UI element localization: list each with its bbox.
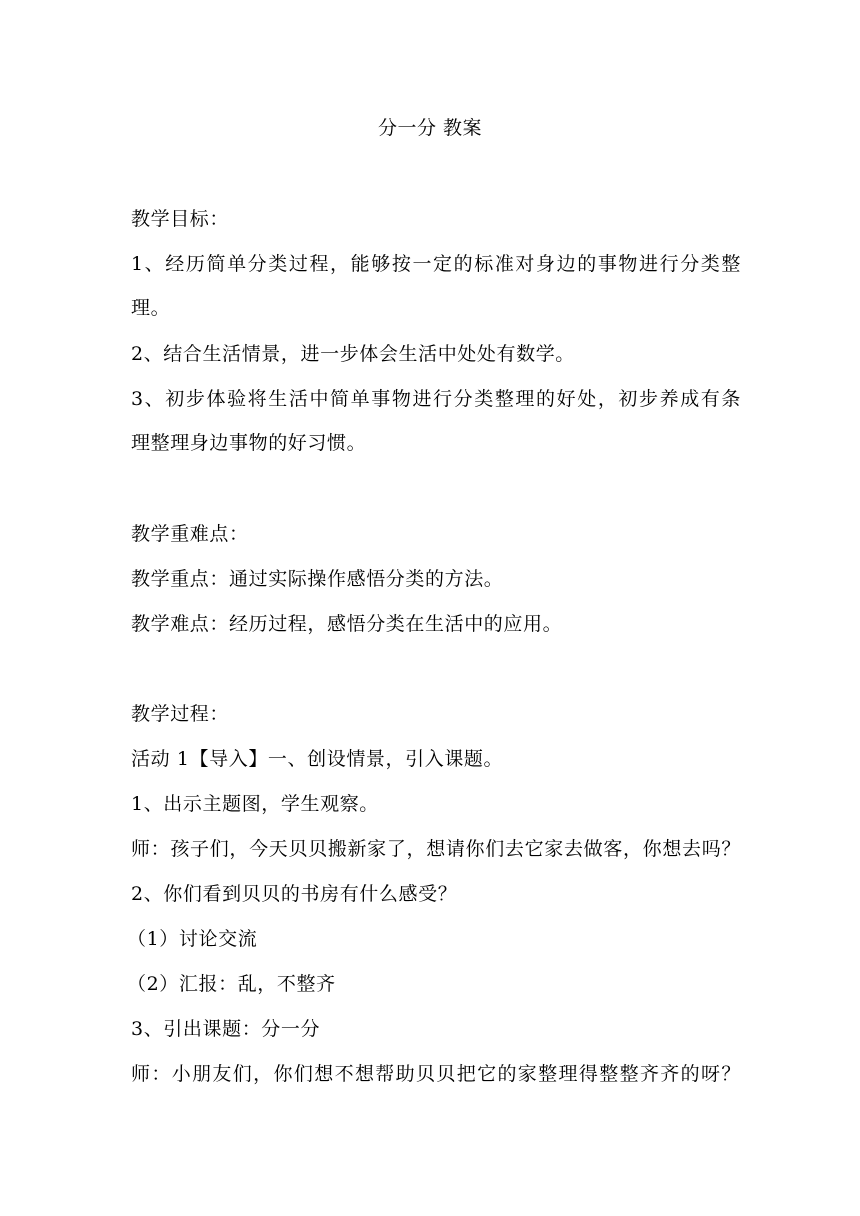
objective-item-2: 2、结合生活情景，进一步体会生活中处处有数学。 [131,343,575,365]
key-point-difficulty: 教学难点：经历过程，感悟分类在生活中的应用。 [131,613,563,635]
process-sub-step-1: （1）讨论交流 [127,928,258,950]
process-step-2: 2、你们看到贝贝的书房有什么感受？ [131,883,458,905]
key-points-heading: 教学重难点： [131,523,249,545]
objective-item-3-line-2: 理整理身边事物的好习惯。 [131,432,367,454]
process-heading: 教学过程： [131,703,230,725]
process-sub-step-2: （2）汇报：乱，不整齐 [127,973,336,995]
process-step-3: 3、引出课题：分一分 [131,1018,321,1040]
objective-item-1-line-2: 理。 [131,297,171,319]
process-teacher-line-2: 师：小朋友们，你们想不想帮助贝贝把它的家整理得整整齐齐的呀？ [131,1063,741,1085]
objectives-heading: 教学目标： [131,208,230,230]
objective-item-3-line-1: 3、初步体验将生活中简单事物进行分类整理的好处，初步养成有条 [131,388,741,410]
key-point-focus: 教学重点：通过实际操作感悟分类的方法。 [131,568,504,590]
page-title: 分一分 教案 [377,117,483,139]
process-teacher-line-1: 师：孩子们，今天贝贝搬新家了，想请你们去它家去做客，你想去吗？ [131,838,741,860]
process-step-1: 1、出示主题图，学生观察。 [131,793,379,815]
objective-item-1-line-1: 1、经历简单分类过程，能够按一定的标准对身边的事物进行分类整 [131,253,741,275]
process-activity-1: 活动 1【导入】一、创设情景，引入课题。 [131,748,504,770]
